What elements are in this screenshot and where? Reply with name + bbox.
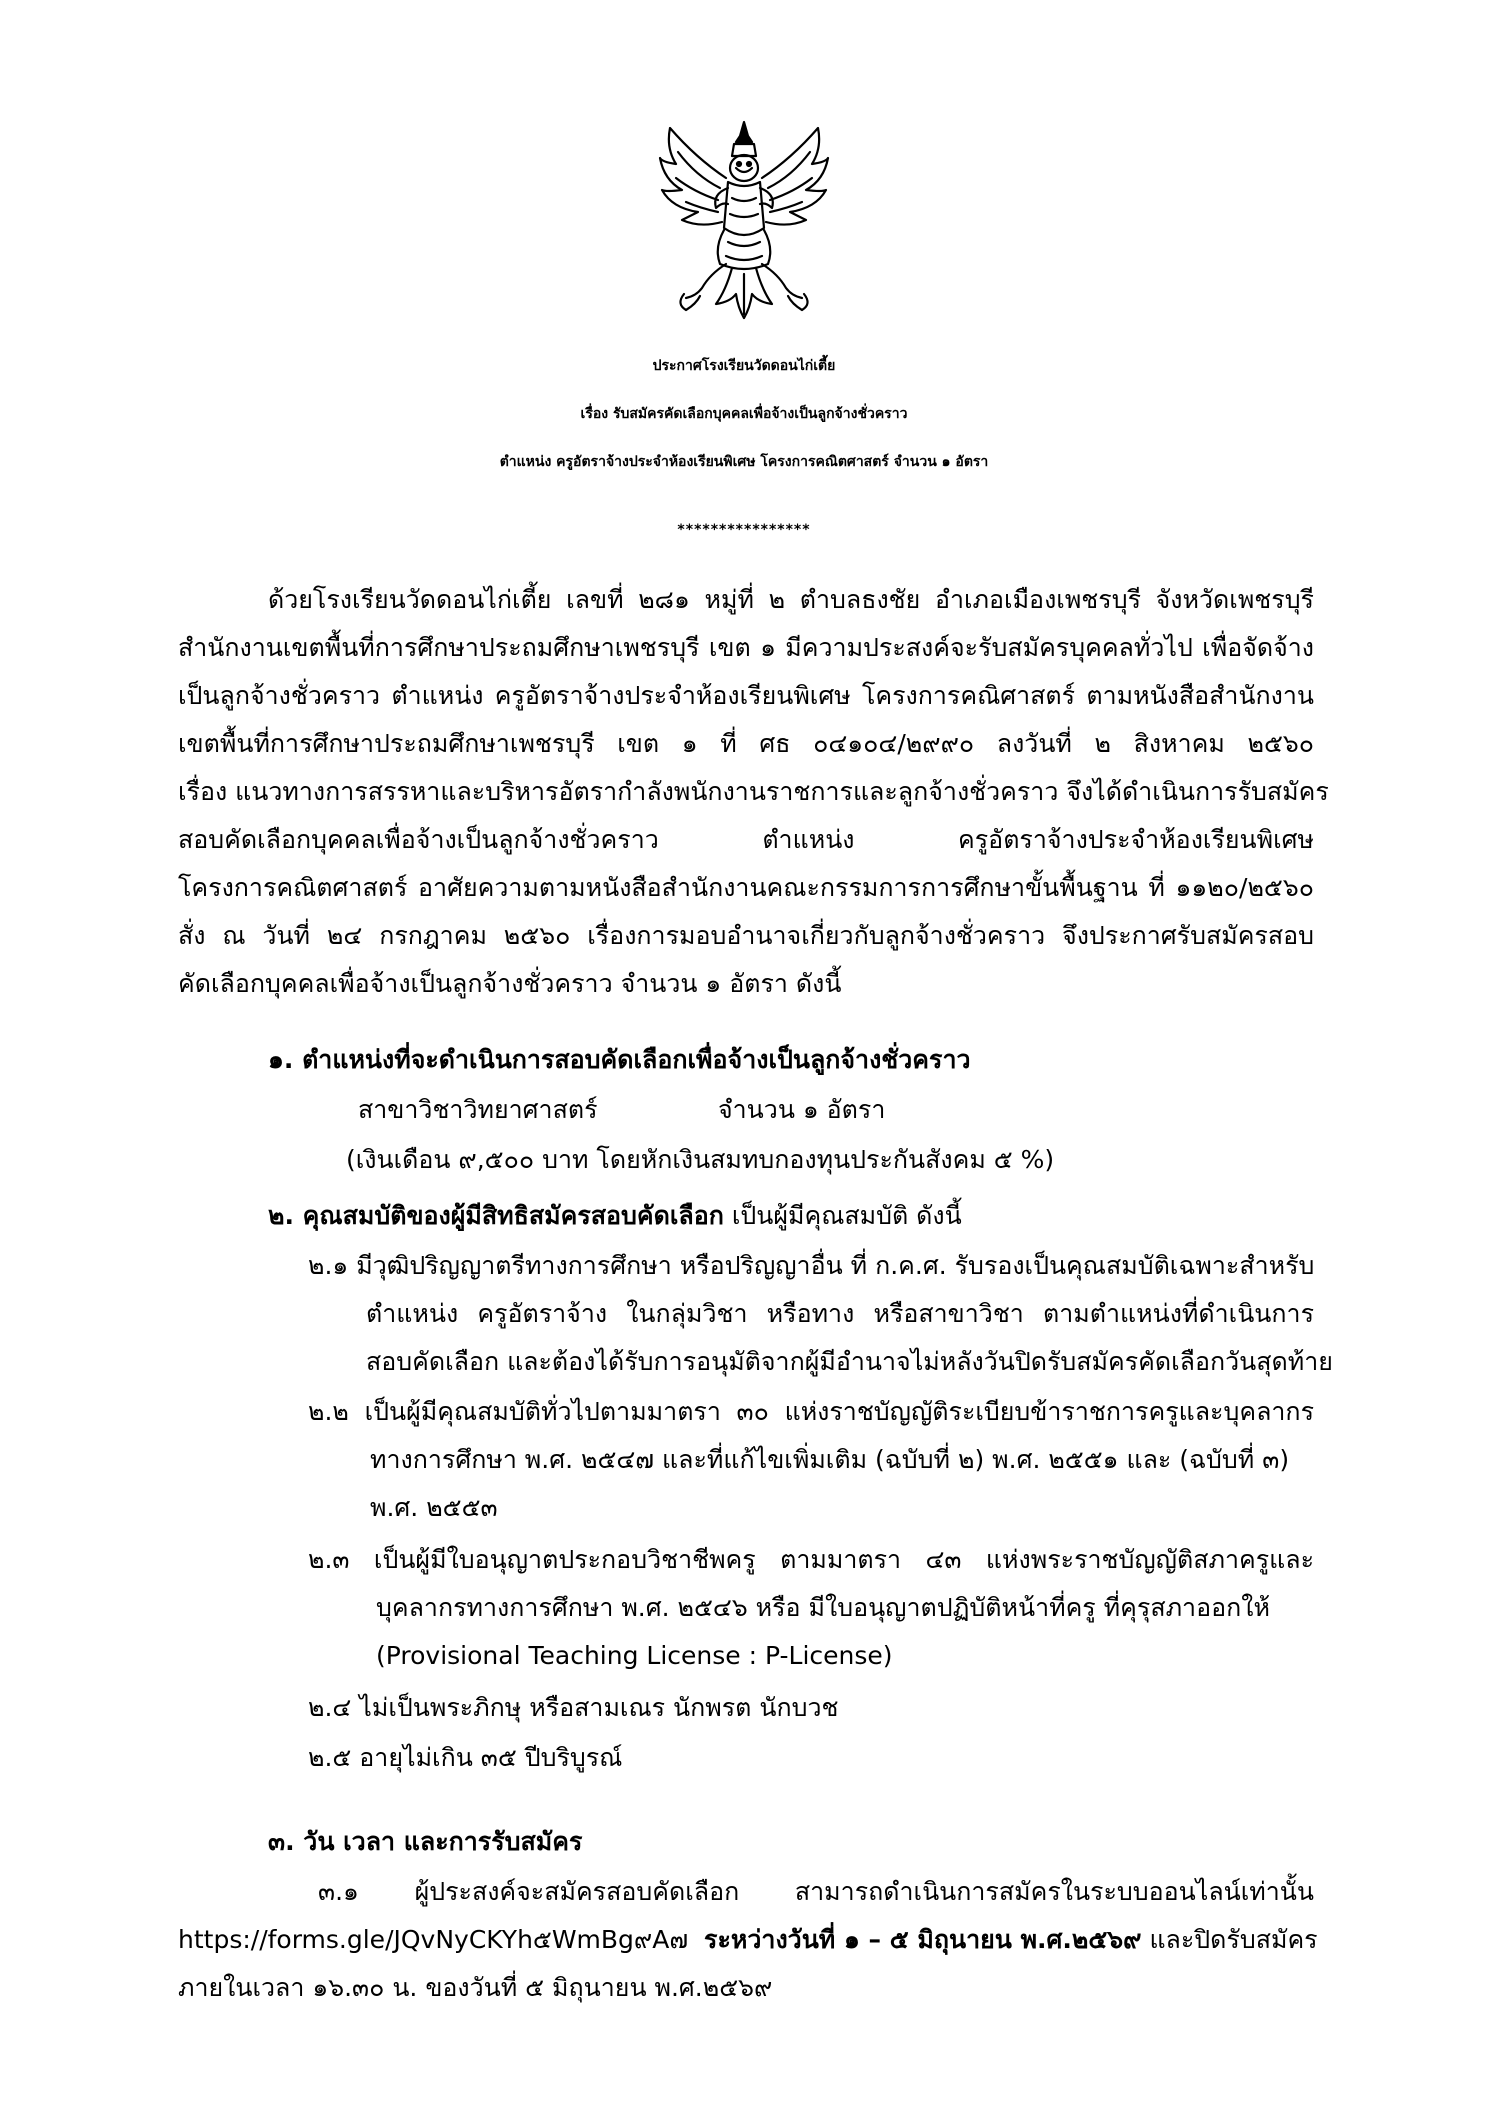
document-subject: เรื่อง รับสมัครคัดเลือกบุคคลเพื่อจ้างเป็นลูกจ้างชั่วคราว <box>580 406 908 422</box>
application-close-note: และปิดรับสมัคร <box>1141 1925 1318 1954</box>
item-2-3-line: บุคลากรทางการศึกษา พ.ศ. ๒๕๔๖ หรือ มีใบอนุญาตปฏิบัติหน้าที่ครู ที่คุรุสภาออกให้ <box>376 1593 1270 1622</box>
garuda-emblem-icon <box>656 118 832 328</box>
document-title: ประกาศโรงเรียนวัดดอนไก่เตี้ย <box>652 358 836 374</box>
item-2-5: ๒.๕ อายุไม่เกิน ๓๕ ปีบริบูรณ์ <box>308 1743 623 1772</box>
application-link[interactable]: https://forms.gle/JQvNyCKYh๕WmBg๙A๗ <box>178 1925 689 1954</box>
intro-line: โครงการคณิตศาสตร์ อาศัยความตามหนังสือสำนักงานคณะกรรมการการศึกษาขั้นพื้นฐาน ที่ ๑๑๒๐/๒๕๖๐ <box>178 873 1314 902</box>
item-2-1-line: สอบคัดเลือก และต้องได้รับการอนุมัติจากผู้มีอำนาจไม่หลังวันปิดรับสมัครคัดเลือกวันสุดท้าย <box>366 1347 1333 1376</box>
section-2-heading <box>268 1196 962 1236</box>
item-2-2-line: ๒.๒ เป็นผู้มีคุณสมบัติทั่วไปตามมาตรา ๓๐ แห่งราชบัญญัติระเบียบข้าราชการครูและบุคลากร <box>308 1397 1314 1426</box>
section-3-line-3: ภายในเวลา ๑๖.๓๐ น. ของวันที่ ๕ มิถุนายน พ.ศ.๒๕๖๙ <box>178 1973 773 2002</box>
intro-line: เรื่อง แนวทางการสรรหาและบริหารอัตรากำลังพนักงานราชการและลูกจ้างชั่วคราว จึงได้ดำเนินการรับสมัคร <box>178 777 1329 806</box>
section-3-line-2 <box>178 1920 1318 1960</box>
section-1-subject: สาขาวิชาวิทยาศาสตร์ <box>358 1095 598 1124</box>
title-separator: **************** <box>677 522 811 538</box>
item-2-4: ๒.๔ ไม่เป็นพระภิกษุ หรือสามเณร นักพรต นักบวช <box>308 1693 839 1722</box>
section-3-line-1: ๓.๑ ผู้ประสงค์จะสมัครสอบคัดเลือก สามารถดำเนินการสมัครในระบบออนไลน์เท่านั้น <box>318 1877 1314 1906</box>
intro-line: สำนักงานเขตพื้นที่การศึกษาประถมศึกษาเพชรบุรี เขต ๑ มีความประสงค์จะรับสมัครบุคคลทั่วไป เพื่อจัดจ้าง <box>178 633 1314 662</box>
section-1-salary: (เงินเดือน ๙,๕๐๐ บาท โดยหักเงินสมทบกองทุนประกันสังคม ๕ %) <box>346 1145 1055 1174</box>
item-2-1-line: ตำแหน่ง ครูอัตราจ้าง ในกลุ่มวิชา หรือทาง หรือสาขาวิชา ตามตำแหน่งที่ดำเนินการ <box>366 1299 1314 1328</box>
intro-line: คัดเลือกบุคคลเพื่อจ้างเป็นลูกจ้างชั่วคราว จำนวน ๑ อัตรา ดังนี้ <box>178 969 842 998</box>
intro-line: สอบคัดเลือกบุคคลเพื่อจ้างเป็นลูกจ้างชั่วคราว ตำแหน่ง ครูอัตราจ้างประจำห้องเรียนพิเศษ <box>178 825 1314 854</box>
intro-line: ด้วยโรงเรียนวัดดอนไก่เตี้ย เลขที่ ๒๘๑ หมู่ที่ ๒ ตำบลธงชัย อำเภอเมืองเพชรบุรี จังหวัดเพชรบุรี <box>268 585 1314 614</box>
section-1-heading: ๑. ตำแหน่งที่จะดำเนินการสอบคัดเลือกเพื่อจ้างเป็นลูกจ้างชั่วคราว <box>268 1045 971 1074</box>
intro-line: สั่ง ณ วันที่ ๒๔ กรกฎาคม ๒๕๖๐ เรื่องการมอบอำนาจเกี่ยวกับลูกจ้างชั่วคราว จึงประกาศรับสมัครสอบ <box>178 921 1314 950</box>
intro-line: เขตพื้นที่การศึกษาประถมศึกษาเพชรบุรี เขต ๑ ที่ ศธ ๐๔๑๐๔/๒๙๙๐ ลงวันที่ ๒ สิงหาคม ๒๕๖๐ <box>178 729 1314 758</box>
section-1-count: จำนวน ๑ อัตรา <box>718 1095 886 1124</box>
document-position: ตำแหน่ง ครูอัตราจ้างประจำห้องเรียนพิเศษ โครงการคณิตศาสตร์ จำนวน ๑ อัตรา <box>499 454 989 470</box>
intro-line: เป็นลูกจ้างชั่วคราว ตำแหน่ง ครูอัตราจ้างประจำห้องเรียนพิเศษ โครงการคณิศาสตร์ ตามหนังสือสำนักงาน <box>178 681 1314 710</box>
item-2-2-line: ทางการศึกษา พ.ศ. ๒๕๔๗ และที่แก้ไขเพิ่มเติม (ฉบับที่ ๒) พ.ศ. ๒๕๕๑ และ (ฉบับที่ ๓) <box>370 1445 1290 1474</box>
section-2-heading-rest: เป็นผู้มีคุณสมบัติ ดังนี้ <box>723 1201 962 1230</box>
section-2-heading-bold: ๒. คุณสมบัติของผู้มีสิทธิสมัครสอบคัดเลือก <box>268 1201 724 1230</box>
item-2-1-line: ๒.๑ มีวุฒิปริญญาตรีทางการศึกษา หรือปริญญาอื่น ที่ ก.ค.ศ. รับรองเป็นคุณสมบัติเฉพาะสำหรับ <box>308 1251 1315 1280</box>
item-2-2-line: พ.ศ. ๒๕๕๓ <box>370 1493 498 1522</box>
application-period: ระหว่างวันที่ ๑ – ๕ มิถุนายน พ.ศ.๒๕๖๙ <box>704 1925 1142 1954</box>
item-2-3-line: ๒.๓ เป็นผู้มีใบอนุญาตประกอบวิชาชีพครู ตามมาตรา ๔๓ แห่งพระราชบัญญัติสภาครูและ <box>308 1545 1314 1574</box>
section-3-heading: ๓. วัน เวลา และการรับสมัคร <box>268 1827 583 1856</box>
item-2-3-line: (Provisional Teaching License : P-License) <box>376 1641 893 1670</box>
